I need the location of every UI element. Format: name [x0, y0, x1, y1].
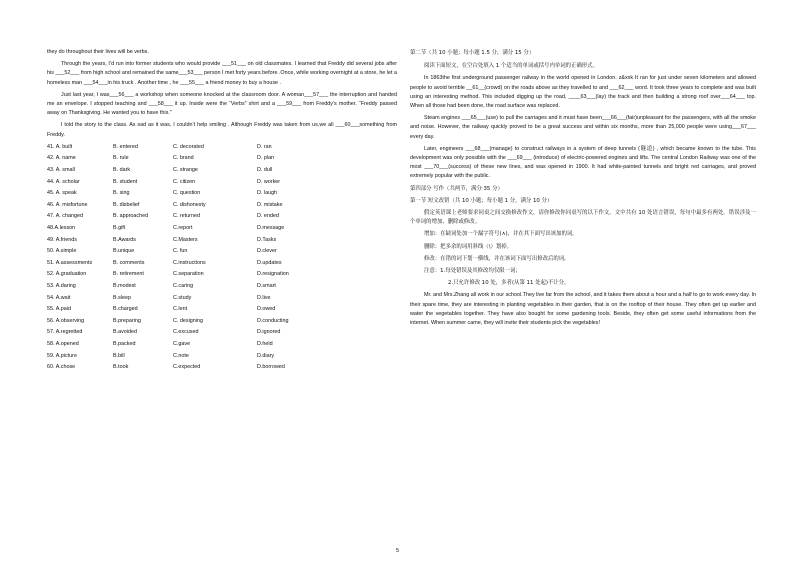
option-b: B.sleep: [113, 294, 131, 301]
part-4-heading: 第四部分 写作（共两节，满分 35 分）: [410, 185, 503, 192]
cloze-options: [47, 143, 397, 375]
option-c: C.instructions: [173, 259, 206, 266]
option-b: B.unique: [113, 248, 135, 255]
option-row-49: [47, 236, 397, 248]
page-number: 5: [396, 548, 400, 554]
option-a: 43. A. small: [47, 167, 75, 174]
option-b: B. disbelief: [113, 201, 140, 208]
option-row-42: [47, 154, 397, 166]
option-a: 54. A.wait: [47, 294, 71, 301]
option-c: C. dishonesty: [173, 201, 206, 208]
option-c: C.excused: [173, 329, 199, 336]
passage-paragraph-2: Steam engines ___65___(use) to pull the carriages and it must have been___66___(fair)unpleasant for the passengers, with all the smoke and noise. However, the railway quickly proved to be a great success and within six months, more than 25,000 people were using___67___ every day.: [410, 115, 756, 140]
option-b: B.gift: [113, 224, 126, 231]
option-row-47: [47, 212, 397, 224]
option-c: C. citizen: [173, 178, 196, 185]
option-a: 59. A.picture: [47, 352, 77, 359]
option-c: C. brand: [173, 155, 194, 162]
passage-paragraph-1: In 1863the first underground passenger railway in the world opened in London. z&xxk It ran for just under seven kilometers and allowed people to avoid terrible __61__(crowd) on the roads above as they travelled to and ___62___ word. It took three years to complete and was built using an interesting method. This included digging up the road, ____63___(lay) the track and then building a strong roof over___64___ top. When all those had been done, the road surface was replaced.: [410, 75, 756, 110]
option-c: C. question: [173, 190, 201, 197]
option-c: C.gave: [173, 340, 191, 347]
option-a: 44. A. scholar: [47, 178, 80, 185]
option-b: B.took: [113, 364, 129, 371]
option-c: C.lent: [173, 306, 188, 313]
option-a: 56. A.observing: [47, 317, 85, 324]
option-row-52: [47, 270, 397, 282]
option-b: B. retirement: [113, 271, 144, 278]
option-a: 42. A. name: [47, 155, 76, 162]
option-d: D.updates: [257, 259, 282, 266]
option-a: 41. A. built: [47, 143, 73, 150]
option-row-46: [47, 201, 397, 213]
option-row-43: [47, 166, 397, 178]
option-d: D. mistake: [257, 201, 283, 208]
option-d: D.live: [257, 294, 271, 301]
right-column: [410, 48, 756, 331]
option-c: C.study: [173, 294, 192, 301]
option-c: C. fun: [173, 248, 188, 255]
option-d: D.Tasks: [257, 236, 277, 243]
option-c: C.note: [173, 352, 189, 359]
option-a: 46. A. misfortune: [47, 201, 88, 208]
option-a: 55. A.paid: [47, 306, 71, 313]
option-c: C.caring: [173, 282, 194, 289]
option-b: B. rule: [113, 155, 129, 162]
option-row-41: [47, 143, 397, 155]
option-d: D.diary: [257, 352, 275, 359]
rule-modify: 修改：在错的词下划一横线，并在该词下面写出修改后的词。: [424, 255, 570, 262]
option-c: C.separation: [173, 271, 204, 278]
option-b: B.preparing: [113, 317, 141, 324]
option-row-60: [47, 363, 397, 375]
option-b: B.charged: [113, 306, 138, 313]
option-b: B.packed: [113, 340, 136, 347]
rule-add: 增加：在缺词处加一个漏字符号(∧)，并在其下面写出该加的词。: [424, 231, 578, 238]
option-b: B. sing: [113, 190, 130, 197]
rule-delete: 删除：把多余的词用斜线（\）划掉。: [424, 243, 513, 250]
note-1: 注意：1.每处错误及其修改均仅限一词；: [424, 268, 521, 275]
option-b: B. dark: [113, 167, 131, 174]
option-row-50: [47, 247, 397, 259]
option-d: D.held: [257, 340, 273, 347]
option-row-48: [47, 224, 397, 236]
option-row-59: [47, 352, 397, 364]
option-b: B. comments: [113, 259, 145, 266]
option-a: 49. A.friends: [47, 236, 77, 243]
option-b: B. approached: [113, 213, 149, 220]
option-d: D. ended: [257, 213, 279, 220]
option-d: D. worker: [257, 178, 281, 185]
option-c: C. returned: [173, 213, 200, 220]
option-d: D.conducting: [257, 317, 289, 324]
option-row-53: [47, 282, 397, 294]
option-c: C.report: [173, 224, 193, 231]
option-d: D.owed: [257, 306, 276, 313]
option-a: 57. A.regretted: [47, 329, 83, 336]
option-c: C.Masters: [173, 236, 198, 243]
option-a: 60. A.chose: [47, 364, 76, 371]
option-b: B.bill: [113, 352, 125, 359]
option-c: C.expected: [173, 364, 201, 371]
option-b: B. entered: [113, 143, 138, 150]
option-row-55: [47, 305, 397, 317]
section-1-instructions: 假定英语课上老师要求同桌之间交换修改作文，请你修改你同桌写的以下作文。文中共有 10 处语言错误，每句中最多有两处。错误涉及一个单词的增加、删除或修改。: [410, 210, 756, 226]
option-b: B.avoided: [113, 329, 137, 336]
option-a: 50. A.simple: [47, 248, 77, 255]
option-b: B. student: [113, 178, 138, 185]
option-d: D.ignored: [257, 329, 281, 336]
option-b: B.Awards: [113, 236, 136, 243]
passage-paragraph-3: Later, engineers ___68___(manage) to construct railways in a system of deep tunnels (隧道) , which became known to the tube. This development was only possible with the ___69___ (introduce) of electric-powered engines and lifts. The central London Railway was one of the most ___70___(success) of these new lines, and was opened in 1900. It had white-painted tunnels and bright red carriages, and proved extremely popular with the public.: [410, 145, 756, 180]
option-c: C. decorated: [173, 143, 204, 150]
section-1-heading: 第一节 短文改错（共 10 小题；每小题 1 分，满分 10 分）: [410, 197, 553, 204]
option-row-54: [47, 294, 397, 306]
option-d: D. laugh: [257, 190, 278, 197]
option-d: D. plan: [257, 155, 275, 162]
option-d: D.borrowed: [257, 364, 285, 371]
option-row-45: [47, 189, 397, 201]
option-row-56: [47, 317, 397, 329]
paragraph-cloze-2: Through the years, I’d run into former students who would provide ___51___ on old classmates. I learned that Freddy did several jobs after his ___52___ from high school and remained the same___53___ person I met forty years before .Once, while working overnight at a store, he let a homeless man ___54___in his truck . Another time , he ___55___ a friend money to buy a house .: [47, 61, 397, 86]
option-row-44: [47, 178, 397, 190]
section-2-instructions: 阅读下面短文，在空白处填入 1 个适当的单词或括号内单词的正确形式。: [424, 63, 598, 70]
section-2-heading: 第二节（共 10 小题；每小题 1.5 分，满分 15 分）: [410, 50, 535, 56]
option-d: D.smart: [257, 282, 276, 289]
option-a: 53. A.daring: [47, 282, 76, 289]
option-row-58: [47, 340, 397, 352]
option-d: D. dull: [257, 167, 273, 174]
note-2: 2.只允许修改 10 处，多者(从第 11 处起)不计分。: [448, 280, 570, 287]
option-a: 47. A. changed: [47, 213, 83, 220]
option-row-57: [47, 328, 397, 340]
option-a: 48.A.lesson: [47, 224, 76, 231]
paragraph-cloze-4: I told the story to the class. As sad as it was, I couldn’t help smiling . Although Freddy was taken from us,we all ___60___something from Freddy.: [47, 122, 397, 138]
option-d: D.clever: [257, 248, 277, 255]
paragraph-cloze-1: they do throughout their lives will be verbs.: [47, 49, 149, 55]
option-a: 51. A.assessments: [47, 259, 93, 266]
option-c: C. strange: [173, 167, 198, 174]
option-d: D.resignation: [257, 271, 289, 278]
option-d: D.message: [257, 224, 285, 231]
option-b: B.modest: [113, 282, 136, 289]
option-row-51: [47, 259, 397, 271]
option-a: 58. A.opened: [47, 340, 79, 347]
option-a: 45. A. speak: [47, 190, 77, 197]
essay-text: Mr. and Mrs.Zhang all work in our school.They live far from the school, and it takes them about a hour and a half to go to work every day. In their spare time, they are interesting in planting vegetables in their garden, that is on the rooftop of their house. They often get up earlier and water the vegetables together. They have also bought for some gardening tools. Beside, they often get some useful informations from the internet. When summer came, they will invite their students pick the vegetables!: [410, 292, 756, 327]
option-a: 52. A.graduation: [47, 271, 87, 278]
option-d: D. ran: [257, 143, 272, 150]
option-c: C. designing: [173, 317, 203, 324]
left-column: [47, 48, 397, 375]
paragraph-cloze-3: Just last year, I was___56___ a workshop when someone knocked at the classroom door. A woman___57___ the interruption and handed me an envelope. I stopped teaching and ___58___ it up. Inside were the “Verbs” shirt and a ___59___ from Freddy’s mother. “Freddy passed away on Thanksgiving. He wanted you to have this.”: [47, 91, 397, 117]
